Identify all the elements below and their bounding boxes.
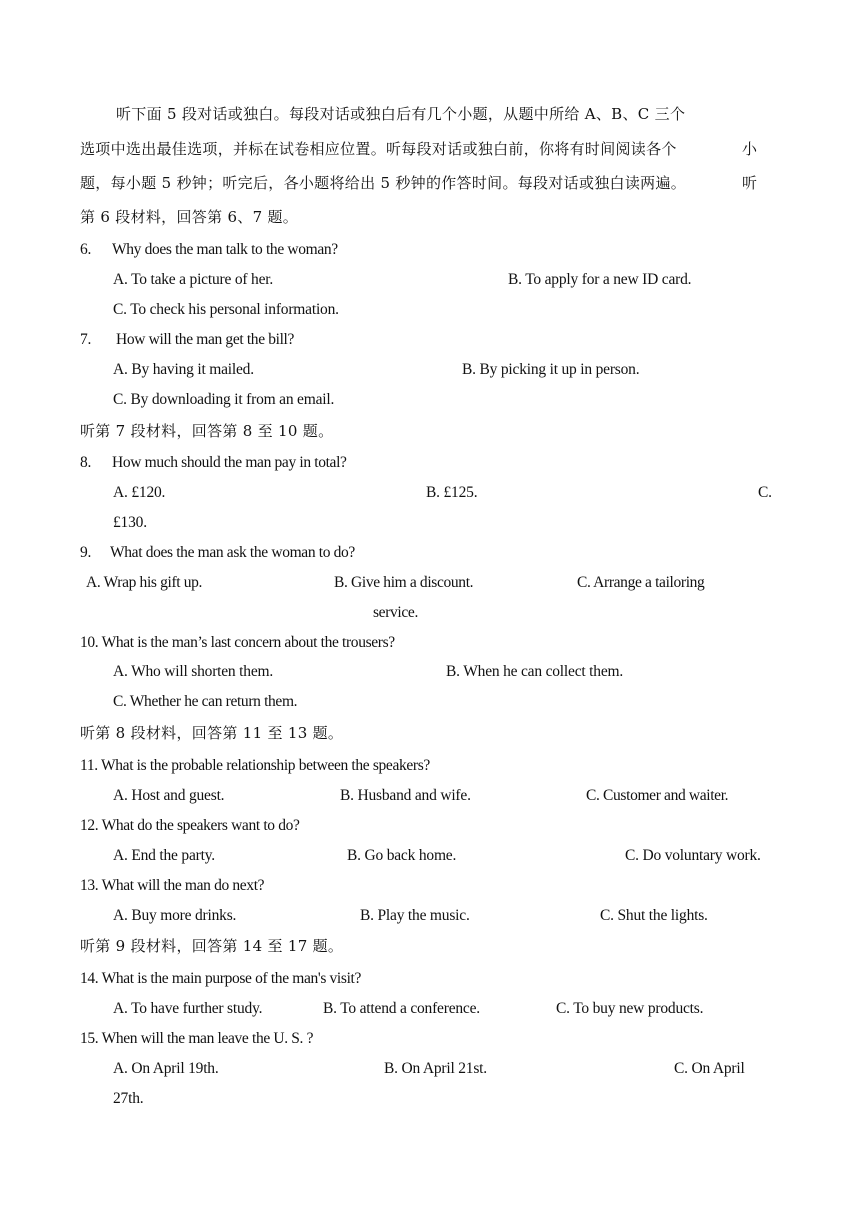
q11-stem: 11. What is the probable relationship between the speakers?: [80, 757, 430, 774]
q7-option-a: A. By having it mailed.: [113, 361, 254, 378]
q9-stem: What does the man ask the woman to do?: [110, 544, 355, 561]
intro-line-2-end: 小: [742, 140, 758, 158]
section-9-instruction: 听第 9 段材料，回答第 14 至 17 题。: [80, 937, 344, 955]
q6-option-b: B. To apply for a new ID card.: [508, 271, 692, 288]
intro-line-4: 第 6 段材料，回答第 6、7 题。: [80, 208, 299, 226]
q6-number: 6.: [80, 241, 92, 258]
q14-option-b: B. To attend a conference.: [323, 1000, 480, 1017]
intro-line-3: 题，每小题 5 秒钟；听完后，各小题将给出 5 秒钟的作答时间。每段对话或独白读两遍。: [80, 174, 687, 192]
q11-option-b: B. Husband and wife.: [340, 787, 471, 804]
q7-option-c: C. By downloading it from an email.: [113, 391, 335, 408]
q13-stem: 13. What will the man do next?: [80, 877, 265, 894]
section-8-instruction: 听第 8 段材料，回答第 11 至 13 题。: [80, 724, 344, 742]
q9-option-c-continued: service.: [373, 604, 418, 621]
q11-option-c: C. Customer and waiter.: [586, 787, 729, 804]
q9-option-a: A. Wrap his gift up.: [86, 574, 203, 591]
q8-option-c-value: £130.: [113, 514, 147, 531]
q13-option-b: B. Play the music.: [360, 907, 470, 924]
q10-option-b: B. When he can collect them.: [446, 663, 624, 680]
intro-line-2: 选项中选出最佳选项，并标在试卷相应位置。听每段对话或独白前，你将有时间阅读各个: [80, 140, 677, 158]
q15-option-b: B. On April 21st.: [384, 1060, 487, 1077]
q15-option-a: A. On April 19th.: [113, 1060, 219, 1077]
q8-option-b: B. £125.: [426, 484, 478, 501]
q7-number: 7.: [80, 331, 92, 348]
q6-option-c: C. To check his personal information.: [113, 301, 339, 318]
intro-line-3-end: 听: [742, 174, 758, 192]
q8-stem: How much should the man pay in total?: [112, 454, 347, 471]
intro-line-1: 听下面 5 段对话或独白。每段对话或独白后有几个小题，从题中所给 A、B、C 三个: [116, 105, 686, 123]
q9-number: 9.: [80, 544, 92, 561]
q8-option-a: A. £120.: [113, 484, 166, 501]
q12-option-b: B. Go back home.: [347, 847, 457, 864]
q11-option-a: A. Host and guest.: [113, 787, 225, 804]
q14-option-c: C. To buy new products.: [556, 1000, 704, 1017]
q7-option-b: B. By picking it up in person.: [462, 361, 640, 378]
q10-option-a: A. Who will shorten them.: [113, 663, 274, 680]
q10-stem: 10. What is the man’s last concern about the trousers?: [80, 634, 395, 651]
q7-stem: How will the man get the bill?: [116, 331, 295, 348]
q8-number: 8.: [80, 454, 92, 471]
q14-option-a: A. To have further study.: [113, 1000, 263, 1017]
q15-stem: 15. When will the man leave the U. S. ?: [80, 1030, 314, 1047]
q13-option-c: C. Shut the lights.: [600, 907, 708, 924]
q9-option-b: B. Give him a discount.: [334, 574, 474, 591]
q6-stem: Why does the man talk to the woman?: [112, 241, 338, 258]
q15-option-c: C. On April: [674, 1060, 745, 1077]
q12-option-a: A. End the party.: [113, 847, 215, 864]
q6-option-a: A. To take a picture of her.: [113, 271, 274, 288]
q13-option-a: A. Buy more drinks.: [113, 907, 237, 924]
q14-stem: 14. What is the main purpose of the man's visit?: [80, 970, 362, 987]
q12-option-c: C. Do voluntary work.: [625, 847, 761, 864]
q15-option-c-continued: 27th.: [113, 1090, 144, 1107]
q8-option-c-label: C.: [758, 484, 772, 501]
q9-option-c: C. Arrange a tailoring: [577, 574, 705, 591]
section-7-instruction: 听第 7 段材料，回答第 8 至 10 题。: [80, 422, 334, 440]
q10-option-c: C. Whether he can return them.: [113, 693, 298, 710]
q12-stem: 12. What do the speakers want to do?: [80, 817, 300, 834]
